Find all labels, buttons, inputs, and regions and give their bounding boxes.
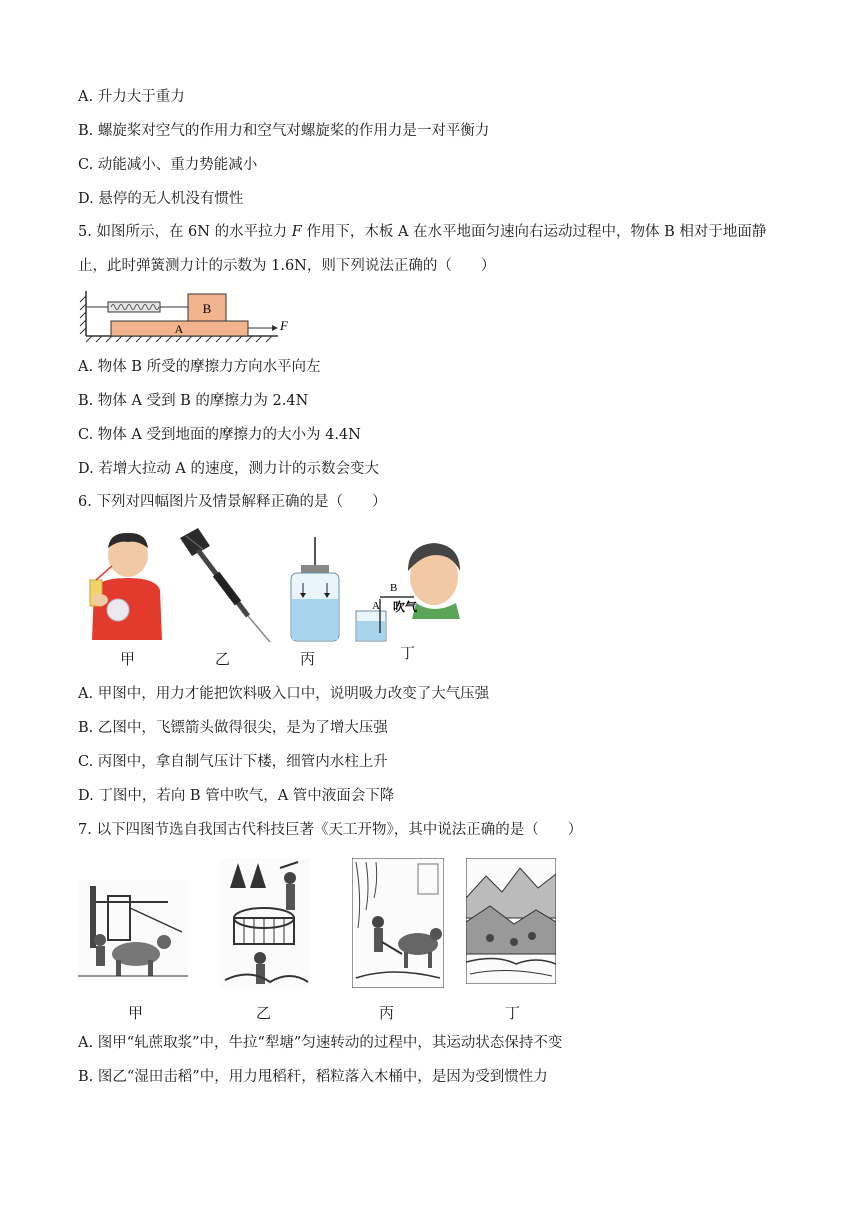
q7-caption-yi: 乙	[256, 1004, 272, 1022]
ground-hatching	[86, 336, 272, 342]
q6-option-b: B. 乙图中，飞镖箭头做得很尖，是为了增大压强	[78, 720, 388, 736]
q4-option-d: D. 悬停的无人机没有惯性	[78, 191, 244, 207]
q7-caption-ding: 丁	[505, 1004, 521, 1022]
q6-caption-yi: 乙	[215, 650, 231, 668]
q4-option-c: C. 动能减小、重力势能减小	[78, 157, 258, 173]
dart-grip	[216, 574, 238, 603]
q7-caption-jia: 甲	[128, 1004, 144, 1022]
tube-a-label: A	[372, 600, 380, 612]
wall-hatching	[80, 296, 86, 334]
q5-stem-line2: 止，此时弹簧测力计的示数为 1.6N，则下列说法正确的（ ）	[78, 258, 496, 274]
q7-fig-bing-ploughing	[352, 858, 444, 988]
q4-option-a: A. 升力大于重力	[78, 89, 185, 105]
q5-option-c: C. 物体 A 受到地面的摩擦力的大小为 4.4N	[78, 427, 361, 443]
bottle-cap	[301, 565, 329, 573]
q7-caption-bing: 丙	[379, 1004, 395, 1022]
q5-spring-board-figure	[78, 288, 293, 344]
boy-hand	[92, 594, 108, 606]
q7-stem: 7. 以下四图节选自我国古代科技巨著《天工开物》，其中说法正确的是（ ）	[78, 822, 583, 838]
q4-option-b: B. 螺旋桨对空气的作用力和空气对螺旋桨的作用力是一对平衡力	[78, 123, 490, 139]
dart-flight	[180, 528, 210, 556]
q6-caption-jia: 甲	[120, 650, 136, 668]
force-label: F	[280, 318, 288, 333]
q7-option-a: A. 图甲“轧蔗取浆”中，牛拉“犁塘”匀速转动的过程中，其运动状态保持不变	[78, 1035, 563, 1051]
q5-option-b: B. 物体 A 受到 B 的摩擦力为 2.4N	[78, 393, 309, 409]
force-arrow-head	[272, 325, 278, 331]
q6-option-c: C. 丙图中，拿自制气压计下楼，细管内水柱上升	[78, 754, 388, 770]
straw	[96, 566, 112, 580]
spring-scale-body	[108, 302, 160, 312]
q6-fig-yi-dart	[176, 528, 276, 646]
bottle-water	[292, 599, 338, 640]
q7-option-b: B. 图乙“湿田击稻”中，用力甩稻秆，稻粒落入木桶中，是因为受到惯性力	[78, 1069, 548, 1085]
q5-option-a: A. 物体 B 所受的摩擦力方向水平向左	[78, 359, 321, 375]
q7-fig-jia-sugarcane-press	[78, 880, 188, 980]
q6-fig-jia-boy-drinking	[78, 530, 162, 640]
q6-option-d: D. 丁图中，若向 B 管中吹气，A 管中液面会下降	[78, 788, 395, 804]
beaker-water	[357, 621, 385, 640]
q5-stem-line1: 5. 如图所示，在 6N 的水平拉力 F 作用下，木板 A 在水平地面匀速向右运动过程中，物体 B 相对于地面静	[78, 224, 767, 240]
tube-b-label: B	[390, 582, 398, 594]
dart-tip	[248, 616, 270, 642]
q7-fig-ding-landscape	[466, 858, 556, 984]
q6-option-a: A. 甲图中，用力才能把饮料吸入口中，说明吸力改变了大气压强	[78, 686, 490, 702]
q6-caption-ding: 丁	[400, 644, 416, 662]
q6-caption-bing: 丙	[300, 650, 316, 668]
q6-fig-bing-barometer	[285, 535, 345, 645]
q5-option-d: D. 若增大拉动 A 的速度，测力计的示数会变大	[78, 461, 380, 477]
block-b-label: B	[202, 301, 212, 316]
q6-stem: 6. 下列对四幅图片及情景解释正确的是（ ）	[78, 494, 387, 510]
q6-fig-ding-blowing	[352, 537, 464, 645]
board-a-label: A	[174, 322, 184, 336]
blow-label: 吹气	[393, 600, 418, 614]
shirt-logo	[107, 599, 129, 621]
boy-collar	[412, 603, 460, 619]
q7-fig-yi-threshing	[220, 858, 310, 988]
